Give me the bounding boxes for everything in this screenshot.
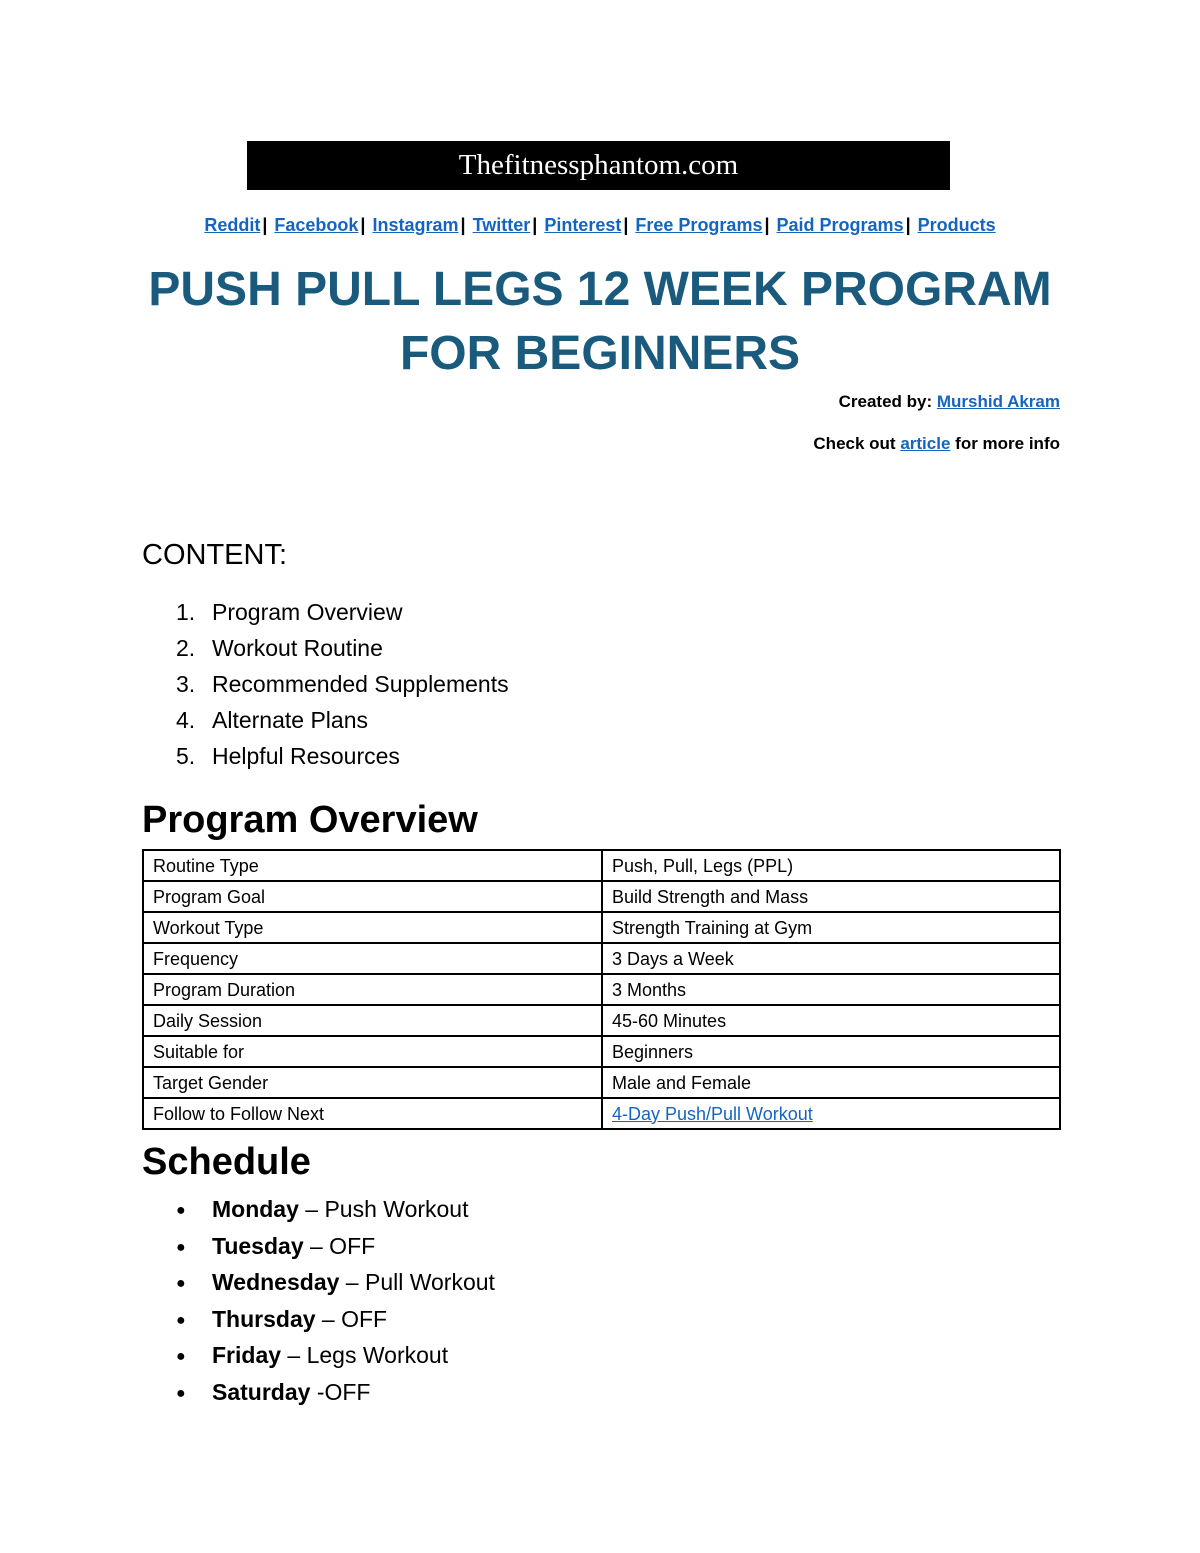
overview-table (142, 849, 1061, 1130)
row-value: 3 Days a Week (602, 943, 1060, 974)
row-key: Program Duration (143, 974, 602, 1005)
table-row (143, 943, 1060, 974)
nav-separator: | (360, 215, 366, 235)
nav-separator: | (532, 215, 538, 235)
nav-link-products[interactable]: Products (917, 215, 996, 235)
table-row (143, 1036, 1060, 1067)
bullet-icon: ● (176, 1202, 186, 1219)
row-key: Frequency (143, 943, 602, 974)
more-info (813, 432, 1060, 456)
bullet-icon: ● (176, 1348, 186, 1366)
schedule-day: Tuesday (212, 1232, 304, 1259)
list-item (176, 1302, 495, 1339)
row-key: Follow to Follow Next (143, 1098, 602, 1129)
nav-link-free-programs[interactable]: Free Programs (635, 215, 763, 235)
row-value: Strength Training at Gym (602, 912, 1060, 943)
table-row (143, 974, 1060, 1005)
table-row (143, 1098, 1060, 1129)
toc-item-label: Workout Routine (212, 635, 383, 661)
row-key: Workout Type (143, 912, 602, 943)
table-row (143, 850, 1060, 881)
nav-link-instagram[interactable]: Instagram (372, 215, 459, 235)
list-item (176, 1338, 495, 1375)
bullet-icon: ● (176, 1275, 186, 1293)
schedule-activity: – OFF (315, 1305, 388, 1332)
toc-item-label: Recommended Supplements (212, 671, 509, 697)
table-row (143, 912, 1060, 943)
schedule-activity: -OFF (310, 1378, 371, 1405)
bullet-icon: ● (176, 1311, 186, 1329)
title-line-1: PUSH PULL LEGS 12 WEEK PROGRAM (148, 263, 1052, 316)
more-info-prefix: Check out (813, 434, 896, 453)
table-row (143, 1005, 1060, 1036)
table-row (143, 1067, 1060, 1098)
table-row (143, 881, 1060, 912)
bullet-icon: ● (176, 1238, 186, 1256)
row-value: Push, Pull, Legs (PPL) (602, 850, 1060, 881)
list-item (176, 1192, 495, 1229)
toc-item-label: Alternate Plans (212, 707, 368, 733)
nav-link-facebook[interactable]: Facebook (274, 215, 359, 235)
more-info-suffix: for more info (955, 434, 1060, 453)
nav-separator: | (764, 215, 770, 235)
schedule-day: Thursday (212, 1305, 316, 1332)
list-item: 4. Alternate Plans (176, 707, 368, 733)
row-key: Program Goal (143, 881, 602, 912)
toc-item-label: Helpful Resources (212, 743, 400, 769)
schedule-day: Friday (212, 1342, 282, 1369)
byline (839, 390, 1060, 414)
schedule-day: Monday (212, 1196, 299, 1222)
nav-separator: | (460, 215, 466, 235)
row-value-cell (602, 1098, 1060, 1129)
row-key: Target Gender (143, 1067, 602, 1098)
row-value: Beginners (602, 1036, 1060, 1067)
schedule-day: Wednesday (212, 1269, 340, 1296)
row-value: Build Strength and Mass (602, 881, 1060, 912)
nav-separator: | (905, 215, 911, 235)
site-banner (247, 141, 950, 190)
bullet-icon: ● (176, 1384, 186, 1402)
byline-label: Created by: (838, 392, 933, 411)
nav-link-pinterest[interactable]: Pinterest (544, 215, 622, 235)
row-key: Routine Type (143, 850, 602, 881)
content-heading: CONTENT: (142, 539, 287, 571)
author-link[interactable]: Murshid Akram (936, 392, 1060, 411)
table-of-contents (176, 596, 509, 776)
list-item: 5. Helpful Resources (176, 743, 400, 769)
schedule-activity: – Legs Workout (281, 1342, 449, 1369)
row-key: Daily Session (143, 1005, 602, 1036)
row-key: Suitable for (143, 1036, 602, 1067)
schedule-activity: – OFF (303, 1232, 376, 1259)
overview-heading: Program Overview (142, 799, 478, 841)
toc-item-label: Program Overview (212, 599, 403, 625)
list-item: 3. Recommended Supplements (176, 671, 509, 697)
article-link[interactable]: article (900, 434, 951, 453)
nav-separator: | (623, 215, 629, 235)
list-item: 1. Program Overview (176, 599, 403, 625)
row-value: Male and Female (602, 1067, 1060, 1098)
list-item (176, 1229, 495, 1266)
row-value: 45-60 Minutes (602, 1005, 1060, 1036)
next-program-link[interactable]: 4-Day Push/Pull Workout (612, 1103, 813, 1124)
nav-link-reddit[interactable]: Reddit (204, 215, 261, 235)
list-item (176, 1265, 495, 1302)
list-item: 2. Workout Routine (176, 635, 383, 661)
nav-link-paid-programs[interactable]: Paid Programs (776, 215, 904, 235)
page-title (0, 258, 1200, 386)
title-line-2: FOR BEGINNERS (399, 327, 801, 380)
nav-separator: | (262, 215, 268, 235)
schedule-day: Saturday (212, 1378, 311, 1405)
list-item (176, 1375, 495, 1412)
schedule-activity: – Pull Workout (339, 1269, 495, 1296)
schedule-heading: Schedule (142, 1141, 311, 1183)
schedule-activity: – Push Workout (298, 1196, 469, 1222)
schedule-list (176, 1192, 495, 1412)
nav-link-twitter[interactable]: Twitter (472, 215, 531, 235)
site-name: Thefitnessphantom.com (458, 149, 739, 181)
social-nav (0, 212, 1200, 238)
row-value: 3 Months (602, 974, 1060, 1005)
